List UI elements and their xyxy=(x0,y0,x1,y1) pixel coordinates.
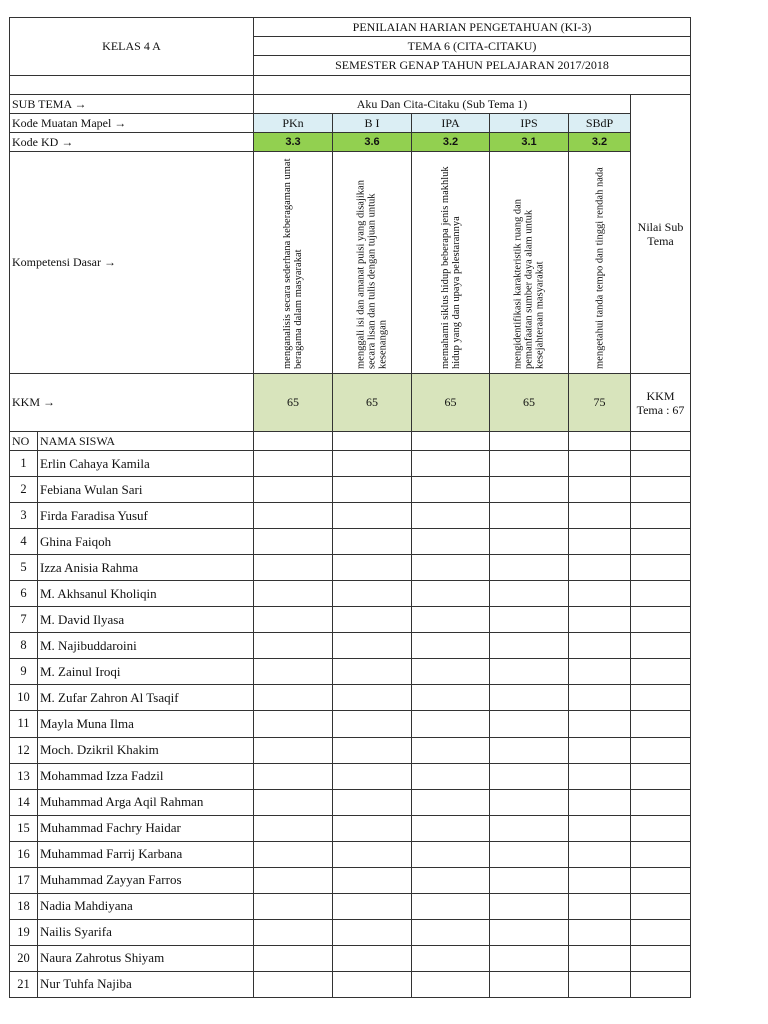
student-name: Moch. Dzikril Khakim xyxy=(38,737,254,763)
subject-code-bi: B I xyxy=(333,114,412,133)
grade-cell-ips[interactable] xyxy=(490,711,569,737)
grade-cell-sbdp[interactable] xyxy=(569,555,631,581)
kompetensi-label: Kompetensi Dasar → xyxy=(10,152,254,374)
grade-cell-pkn[interactable] xyxy=(254,815,333,841)
title-line-2: TEMA 6 (CITA-CITAKU) xyxy=(254,37,691,56)
table-row xyxy=(10,893,691,919)
grade-cell-ips[interactable] xyxy=(490,659,569,685)
kompetensi-bi-cell xyxy=(333,152,412,374)
grade-header-ipa xyxy=(412,432,490,451)
grade-cell-bi[interactable] xyxy=(333,581,412,607)
grade-cell-ipa[interactable] xyxy=(412,945,490,971)
grade-cell-bi[interactable] xyxy=(333,737,412,763)
kd-bi: 3.6 xyxy=(333,133,412,152)
grade-cell-bi[interactable] xyxy=(333,763,412,789)
student-number: 8 xyxy=(10,633,38,659)
kd-pkn: 3.3 xyxy=(254,133,333,152)
kkm-tema-line2: Tema : 67 xyxy=(636,402,685,417)
grade-cell-ips[interactable] xyxy=(490,477,569,503)
grade-cell-pkn[interactable] xyxy=(254,711,333,737)
grade-cell-ipa[interactable] xyxy=(412,451,490,477)
grade-cell-nilai[interactable] xyxy=(631,633,691,659)
table-row xyxy=(10,451,691,477)
assessment-sheet xyxy=(9,17,691,998)
student-number: 5 xyxy=(10,555,38,581)
kkm-ipa: 65 xyxy=(412,374,490,432)
table-row xyxy=(10,633,691,659)
grade-cell-bi[interactable] xyxy=(333,841,412,867)
student-name: Izza Anisia Rahma xyxy=(38,555,254,581)
grade-cell-ipa[interactable] xyxy=(412,763,490,789)
nama-siswa-header: NAMA SISWA xyxy=(38,432,254,451)
table-row xyxy=(10,659,691,685)
table-row xyxy=(10,971,691,997)
grade-cell-pkn[interactable] xyxy=(254,659,333,685)
grade-cell-pkn[interactable] xyxy=(254,451,333,477)
grade-cell-nilai[interactable] xyxy=(631,815,691,841)
student-number: 2 xyxy=(10,477,38,503)
grade-cell-pkn[interactable] xyxy=(254,789,333,815)
student-number: 1 xyxy=(10,451,38,477)
grade-cell-ips[interactable] xyxy=(490,685,569,711)
grade-cell-sbdp[interactable] xyxy=(569,607,631,633)
no-header: NO xyxy=(10,432,38,451)
class-name-cell xyxy=(10,18,254,76)
kkm-pkn: 65 xyxy=(254,374,333,432)
kompetensi-ips-cell xyxy=(490,152,569,374)
student-number: 21 xyxy=(10,971,38,997)
table-row xyxy=(10,685,691,711)
student-name: M. Akhsanul Kholiqin xyxy=(38,581,254,607)
nilai-sub-tema-header xyxy=(631,95,691,374)
class-name: KELAS 4 A xyxy=(102,39,161,53)
grade-cell-nilai[interactable] xyxy=(631,659,691,685)
grade-cell-sbdp[interactable] xyxy=(569,841,631,867)
grade-cell-ipa[interactable] xyxy=(412,581,490,607)
title-line-3: SEMESTER GENAP TAHUN PELAJARAN 2017/2018 xyxy=(254,56,691,76)
grade-cell-sbdp[interactable] xyxy=(569,919,631,945)
grade-cell-ips[interactable] xyxy=(490,971,569,997)
grade-cell-nilai[interactable] xyxy=(631,555,691,581)
grade-cell-pkn[interactable] xyxy=(254,867,333,893)
student-number: 10 xyxy=(10,685,38,711)
grade-cell-bi[interactable] xyxy=(333,919,412,945)
kkm-sbdp: 75 xyxy=(569,374,631,432)
sub-tema-label: SUB TEMA → xyxy=(10,95,254,114)
grade-cell-sbdp[interactable] xyxy=(569,971,631,997)
student-number: 14 xyxy=(10,789,38,815)
grade-cell-sbdp[interactable] xyxy=(569,581,631,607)
grade-cell-ipa[interactable] xyxy=(412,529,490,555)
grade-cell-pkn[interactable] xyxy=(254,971,333,997)
grade-cell-ips[interactable] xyxy=(490,555,569,581)
student-number: 3 xyxy=(10,503,38,529)
grade-header-ips xyxy=(490,432,569,451)
grade-cell-ips[interactable] xyxy=(490,607,569,633)
grade-cell-bi[interactable] xyxy=(333,503,412,529)
student-name: Muhammad Farrij Karbana xyxy=(38,841,254,867)
grade-cell-nilai[interactable] xyxy=(631,607,691,633)
grade-cell-ips[interactable] xyxy=(490,867,569,893)
student-name: Erlin Cahaya Kamila xyxy=(38,451,254,477)
grade-cell-ipa[interactable] xyxy=(412,971,490,997)
grade-cell-ipa[interactable] xyxy=(412,555,490,581)
table-row xyxy=(10,503,691,529)
grade-cell-nilai[interactable] xyxy=(631,737,691,763)
student-name: Febiana Wulan Sari xyxy=(38,477,254,503)
grade-cell-pkn[interactable] xyxy=(254,945,333,971)
grade-cell-pkn[interactable] xyxy=(254,607,333,633)
kompetensi-ipa: memahami siklus hidup beberapa jenis makhluk hidup yang dan upaya pelestarannya xyxy=(439,165,462,369)
student-number: 11 xyxy=(10,711,38,737)
grade-cell-pkn[interactable] xyxy=(254,685,333,711)
grade-cell-nilai[interactable] xyxy=(631,451,691,477)
grade-cell-ipa[interactable] xyxy=(412,633,490,659)
grade-cell-nilai[interactable] xyxy=(631,503,691,529)
student-name: Nur Tuhfa Najiba xyxy=(38,971,254,997)
grade-cell-pkn[interactable] xyxy=(254,477,333,503)
grade-cell-bi[interactable] xyxy=(333,789,412,815)
grade-cell-bi[interactable] xyxy=(333,529,412,555)
kkm-tema-cell xyxy=(631,374,691,432)
grade-cell-nilai[interactable] xyxy=(631,841,691,867)
grade-cell-sbdp[interactable] xyxy=(569,789,631,815)
kkm-label: KKM → xyxy=(10,374,254,432)
grade-cell-pkn[interactable] xyxy=(254,529,333,555)
grade-cell-pkn[interactable] xyxy=(254,555,333,581)
grade-cell-ips[interactable] xyxy=(490,503,569,529)
grade-cell-ips[interactable] xyxy=(490,581,569,607)
grade-header-nilai xyxy=(631,432,691,451)
student-name: Muhammad Arga Aqil Rahman xyxy=(38,789,254,815)
table-row xyxy=(10,555,691,581)
student-number: 13 xyxy=(10,763,38,789)
table-row xyxy=(10,529,691,555)
title-line-1: PENILAIAN HARIAN PENGETAHUAN (KI-3) xyxy=(254,18,691,37)
student-name: Mayla Muna Ilma xyxy=(38,711,254,737)
kompetensi-ips: mengidentifikasi karakteristik ruang dan pemanfaatan sumber daya alam untuk kesejahteraan masyarakat xyxy=(512,198,546,369)
kkm-tema-line1: KKM xyxy=(646,388,675,403)
grade-cell-sbdp[interactable] xyxy=(569,685,631,711)
grade-cell-nilai[interactable] xyxy=(631,529,691,555)
table-row xyxy=(10,919,691,945)
student-number: 12 xyxy=(10,737,38,763)
grade-cell-sbdp[interactable] xyxy=(569,815,631,841)
grade-cell-pkn[interactable] xyxy=(254,841,333,867)
grade-cell-nilai[interactable] xyxy=(631,971,691,997)
grade-cell-pkn[interactable] xyxy=(254,633,333,659)
student-name: Ghina Faiqoh xyxy=(38,529,254,555)
grade-cell-sbdp[interactable] xyxy=(569,451,631,477)
student-number: 4 xyxy=(10,529,38,555)
grade-cell-pkn[interactable] xyxy=(254,581,333,607)
grade-cell-ips[interactable] xyxy=(490,451,569,477)
kompetensi-pkn: menganalisis secara sederhana keberagaman umat beragama dalam masyarakat xyxy=(282,158,304,369)
spacer-left xyxy=(10,76,254,95)
student-number: 6 xyxy=(10,581,38,607)
table-row xyxy=(10,945,691,971)
grade-cell-sbdp[interactable] xyxy=(569,659,631,685)
student-number: 16 xyxy=(10,841,38,867)
grade-cell-ips[interactable] xyxy=(490,633,569,659)
grade-cell-ipa[interactable] xyxy=(412,607,490,633)
student-name: M. Najibuddaroini xyxy=(38,633,254,659)
kkm-ips: 65 xyxy=(490,374,569,432)
table-row xyxy=(10,841,691,867)
grade-cell-bi[interactable] xyxy=(333,945,412,971)
subject-code-sbdp: SBdP xyxy=(569,114,631,133)
student-number: 18 xyxy=(10,893,38,919)
grade-cell-nilai[interactable] xyxy=(631,789,691,815)
sub-tema-name: Aku Dan Cita-Citaku (Sub Tema 1) xyxy=(254,95,631,114)
table-row xyxy=(10,477,691,503)
grade-cell-bi[interactable] xyxy=(333,607,412,633)
grade-cell-ips[interactable] xyxy=(490,763,569,789)
student-name: Nadia Mahdiyana xyxy=(38,893,254,919)
grade-cell-pkn[interactable] xyxy=(254,737,333,763)
grade-cell-ips[interactable] xyxy=(490,841,569,867)
student-number: 15 xyxy=(10,815,38,841)
student-name: Mohammad Izza Fadzil xyxy=(38,763,254,789)
grade-cell-bi[interactable] xyxy=(333,893,412,919)
student-number: 19 xyxy=(10,919,38,945)
grade-cell-nilai[interactable] xyxy=(631,763,691,789)
student-name: Muhammad Fachry Haidar xyxy=(38,815,254,841)
grade-cell-sbdp[interactable] xyxy=(569,763,631,789)
grade-header-bi xyxy=(333,432,412,451)
grade-cell-ips[interactable] xyxy=(490,919,569,945)
grade-cell-sbdp[interactable] xyxy=(569,503,631,529)
grade-cell-ips[interactable] xyxy=(490,789,569,815)
grade-cell-pkn[interactable] xyxy=(254,763,333,789)
kompetensi-pkn-cell xyxy=(254,152,333,374)
grade-cell-sbdp[interactable] xyxy=(569,893,631,919)
grade-cell-bi[interactable] xyxy=(333,867,412,893)
subject-code-ips: IPS xyxy=(490,114,569,133)
grade-cell-ipa[interactable] xyxy=(412,503,490,529)
grade-cell-bi[interactable] xyxy=(333,477,412,503)
grade-cell-sbdp[interactable] xyxy=(569,529,631,555)
grade-cell-pkn[interactable] xyxy=(254,503,333,529)
student-list xyxy=(10,451,691,998)
grade-cell-ips[interactable] xyxy=(490,815,569,841)
table-row xyxy=(10,607,691,633)
grade-cell-nilai[interactable] xyxy=(631,477,691,503)
table-row xyxy=(10,763,691,789)
grade-cell-sbdp[interactable] xyxy=(569,867,631,893)
kompetensi-sbdp-cell xyxy=(569,152,631,374)
grade-cell-ipa[interactable] xyxy=(412,893,490,919)
grade-cell-ipa[interactable] xyxy=(412,919,490,945)
grade-header-pkn xyxy=(254,432,333,451)
subject-code-pkn: PKn xyxy=(254,114,333,133)
grade-cell-sbdp[interactable] xyxy=(569,633,631,659)
grade-cell-bi[interactable] xyxy=(333,815,412,841)
grade-cell-sbdp[interactable] xyxy=(569,945,631,971)
student-name: Naura Zahrotus Shiyam xyxy=(38,945,254,971)
grade-cell-bi[interactable] xyxy=(333,555,412,581)
grade-cell-ips[interactable] xyxy=(490,893,569,919)
subject-code-ipa: IPA xyxy=(412,114,490,133)
student-name: Nailis Syarifa xyxy=(38,919,254,945)
table-row xyxy=(10,711,691,737)
grade-cell-bi[interactable] xyxy=(333,659,412,685)
kode-kd-label: Kode KD → xyxy=(10,133,254,152)
kompetensi-sbdp: mengetahui tanda tempo dan tinggi rendah nada xyxy=(594,166,605,369)
grade-cell-nilai[interactable] xyxy=(631,893,691,919)
grade-cell-nilai[interactable] xyxy=(631,867,691,893)
grade-cell-sbdp[interactable] xyxy=(569,737,631,763)
grade-cell-bi[interactable] xyxy=(333,971,412,997)
student-number: 7 xyxy=(10,607,38,633)
grade-cell-sbdp[interactable] xyxy=(569,477,631,503)
grade-header-sbdp xyxy=(569,432,631,451)
grade-cell-sbdp[interactable] xyxy=(569,711,631,737)
grade-cell-pkn[interactable] xyxy=(254,919,333,945)
grade-cell-ipa[interactable] xyxy=(412,477,490,503)
grade-cell-bi[interactable] xyxy=(333,633,412,659)
grade-cell-ips[interactable] xyxy=(490,945,569,971)
student-number: 9 xyxy=(10,659,38,685)
spacer-right xyxy=(254,76,691,95)
grade-cell-ipa[interactable] xyxy=(412,685,490,711)
grade-cell-ips[interactable] xyxy=(490,529,569,555)
grade-cell-bi[interactable] xyxy=(333,685,412,711)
kd-ips: 3.1 xyxy=(490,133,569,152)
nilai-sub-tema-label: Nilai Sub Tema xyxy=(637,220,684,248)
student-number: 17 xyxy=(10,867,38,893)
student-number: 20 xyxy=(10,945,38,971)
kompetensi-bi: menggali isi dan amanat puisi yang disajikan secara lisan dan tulis dengan tujuan untuk kesenangan xyxy=(355,179,389,369)
grade-cell-bi[interactable] xyxy=(333,711,412,737)
grade-cell-ipa[interactable] xyxy=(412,659,490,685)
grade-cell-nilai[interactable] xyxy=(631,685,691,711)
student-name: Muhammad Zayyan Farros xyxy=(38,867,254,893)
kd-sbdp: 3.2 xyxy=(569,133,631,152)
grade-cell-nilai[interactable] xyxy=(631,919,691,945)
table-row xyxy=(10,737,691,763)
kd-ipa: 3.2 xyxy=(412,133,490,152)
grade-cell-ipa[interactable] xyxy=(412,789,490,815)
grade-cell-bi[interactable] xyxy=(333,451,412,477)
table-row xyxy=(10,815,691,841)
grade-cell-ipa[interactable] xyxy=(412,841,490,867)
grade-cell-nilai[interactable] xyxy=(631,581,691,607)
student-name: M. David Ilyasa xyxy=(38,607,254,633)
kode-mapel-label: Kode Muatan Mapel → xyxy=(10,114,254,133)
grade-cell-ipa[interactable] xyxy=(412,737,490,763)
kompetensi-ipa-cell xyxy=(412,152,490,374)
grade-cell-ips[interactable] xyxy=(490,737,569,763)
grade-cell-nilai[interactable] xyxy=(631,945,691,971)
grade-cell-pkn[interactable] xyxy=(254,893,333,919)
student-name: M. Zufar Zahron Al Tsaqif xyxy=(38,685,254,711)
grade-cell-ipa[interactable] xyxy=(412,867,490,893)
grade-cell-ipa[interactable] xyxy=(412,815,490,841)
table-row xyxy=(10,581,691,607)
table-row xyxy=(10,789,691,815)
student-name: M. Zainul Iroqi xyxy=(38,659,254,685)
table-row xyxy=(10,867,691,893)
grade-cell-nilai[interactable] xyxy=(631,711,691,737)
kkm-bi: 65 xyxy=(333,374,412,432)
grade-cell-ipa[interactable] xyxy=(412,711,490,737)
student-name: Firda Faradisa Yusuf xyxy=(38,503,254,529)
